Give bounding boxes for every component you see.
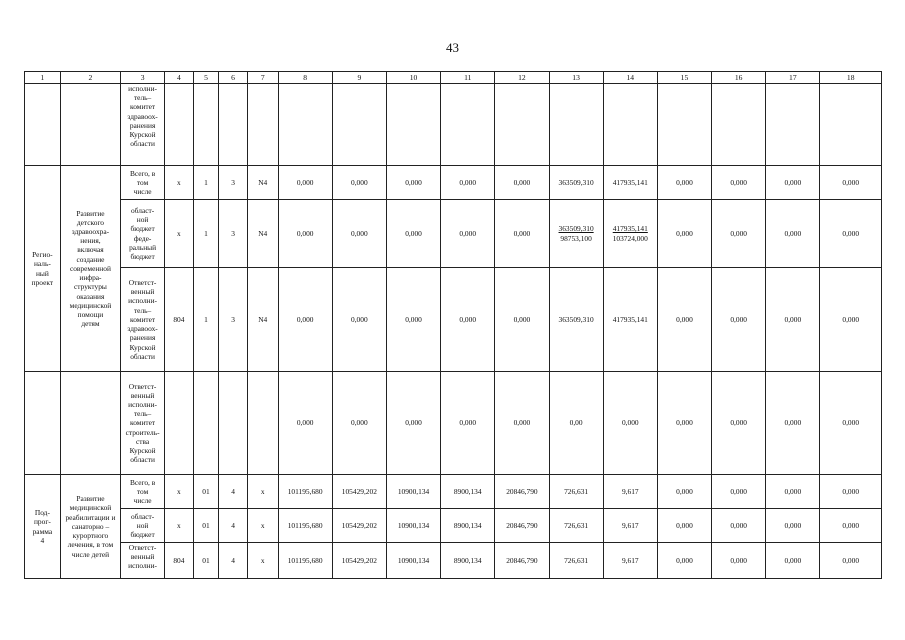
- value-cell: N4: [247, 200, 278, 268]
- funding-source-cell: Ответст- венный исполни- тель– комитет строитель- ства Курской области: [121, 372, 165, 475]
- section-type-cell: Под- прог- рамма 4: [25, 475, 61, 579]
- value-cell: 105429,202: [332, 509, 386, 543]
- value-cell: 0,00: [549, 372, 603, 475]
- value-cell: 101195,680: [278, 509, 332, 543]
- value-cell: 0,000: [495, 268, 549, 372]
- funding-source-cell: Ответст- венный исполни- тель– комитет здравоох- ранения Курской области: [121, 268, 165, 372]
- value-cell: 0,000: [278, 200, 332, 268]
- value-cell: [441, 84, 495, 166]
- value-cell: 0,000: [495, 166, 549, 200]
- section-name-cell: Развитие детского здравоохра- нения, включая создание современной инфра- структуры оказания медицинской помощи детям: [60, 166, 120, 372]
- value-cell: 363509,310: [549, 166, 603, 200]
- value-cell: 0,000: [657, 166, 711, 200]
- value-cell: 0,000: [820, 166, 882, 200]
- value-line: 417935,141: [612, 224, 648, 234]
- value-cell: 3: [219, 200, 248, 268]
- section-type-cell: [25, 84, 61, 166]
- value-cell: 0,000: [278, 268, 332, 372]
- value-cell: 0,000: [495, 200, 549, 268]
- header-cell: 4: [165, 72, 194, 84]
- value-cell: 0,000: [657, 543, 711, 579]
- value-cell: [193, 372, 219, 475]
- value-cell: [712, 84, 766, 166]
- value-cell: 20846,790: [495, 509, 549, 543]
- value-cell: 0,000: [766, 543, 820, 579]
- value-line: 103724,000: [612, 233, 648, 243]
- value-cell: 01: [193, 543, 219, 579]
- funding-source-cell: исполни- тель– комитет здравоох- ранения Курской области: [121, 84, 165, 166]
- value-cell: [219, 372, 248, 475]
- value-cell: 4: [219, 543, 248, 579]
- value-cell: 105429,202: [332, 475, 386, 509]
- value-cell: [193, 84, 219, 166]
- value-cell: x: [247, 509, 278, 543]
- value-cell: 0,000: [766, 509, 820, 543]
- value-cell: [820, 84, 882, 166]
- table-row: [25, 372, 882, 475]
- funding-source-cell: Всего, в том числе: [121, 166, 165, 200]
- header-cell: 12: [495, 72, 549, 84]
- value-cell: 0,000: [332, 268, 386, 372]
- value-cell: [247, 84, 278, 166]
- header-cell: 6: [219, 72, 248, 84]
- header-cell: 17: [766, 72, 820, 84]
- table-row: [25, 268, 882, 372]
- value-cell: 0,000: [332, 372, 386, 475]
- value-cell: [657, 84, 711, 166]
- value-cell: 8900,134: [441, 475, 495, 509]
- header-cell: 9: [332, 72, 386, 84]
- value-cell: 9,617: [603, 509, 657, 543]
- value-cell: 8900,134: [441, 543, 495, 579]
- value-cell: 0,000: [441, 166, 495, 200]
- value-cell: 0,000: [820, 475, 882, 509]
- value-cell: 417935,141: [603, 268, 657, 372]
- page-number: 43: [446, 40, 459, 55]
- value-cell: 0,000: [712, 200, 766, 268]
- header-cell: 5: [193, 72, 219, 84]
- table-row: [25, 166, 882, 200]
- value-cell: 1: [193, 166, 219, 200]
- value-cell: 20846,790: [495, 543, 549, 579]
- value-cell: [386, 84, 440, 166]
- value-cell: 10900,134: [386, 475, 440, 509]
- value-cell: 0,000: [712, 475, 766, 509]
- value-cell: 0,000: [820, 509, 882, 543]
- section-name-cell: Развитие медицинской реабилитации и санаторно – курортного лечения, в том числе детей: [60, 475, 120, 579]
- value-cell: 0,000: [820, 268, 882, 372]
- value-cell: [495, 84, 549, 166]
- value-cell: 0,000: [820, 372, 882, 475]
- value-cell: 101195,680: [278, 475, 332, 509]
- funding-source-cell: област- ной бюджет: [121, 509, 165, 543]
- value-cell: 0,000: [441, 200, 495, 268]
- value-cell: 804: [165, 543, 194, 579]
- value-cell: x: [247, 475, 278, 509]
- header-cell: 16: [712, 72, 766, 84]
- value-cell: 0,000: [712, 268, 766, 372]
- budget-table: [24, 71, 882, 579]
- value-cell: 8900,134: [441, 509, 495, 543]
- table-row: [25, 475, 882, 509]
- value-cell: 726,631: [549, 509, 603, 543]
- header-cell: 13: [549, 72, 603, 84]
- value-cell: [165, 372, 194, 475]
- value-cell: 01: [193, 475, 219, 509]
- table-row: [25, 84, 882, 166]
- value-cell: 0,000: [386, 200, 440, 268]
- value-line: 363509,310: [558, 224, 594, 234]
- value-cell: 01: [193, 509, 219, 543]
- value-cell: 101195,680: [278, 543, 332, 579]
- header-cell: 18: [820, 72, 882, 84]
- value-cell: 0,000: [712, 509, 766, 543]
- value-cell: 105429,202: [332, 543, 386, 579]
- value-cell: 9,617: [603, 543, 657, 579]
- value-cell: 0,000: [278, 166, 332, 200]
- value-cell: 0,000: [766, 200, 820, 268]
- value-cell: 9,617: [603, 475, 657, 509]
- header-cell: 7: [247, 72, 278, 84]
- value-cell: [603, 200, 657, 268]
- value-cell: 20846,790: [495, 475, 549, 509]
- value-cell: 0,000: [820, 200, 882, 268]
- value-cell: x: [165, 509, 194, 543]
- value-cell: 0,000: [712, 166, 766, 200]
- value-cell: 1: [193, 268, 219, 372]
- value-cell: 0,000: [332, 200, 386, 268]
- value-cell: 3: [219, 268, 248, 372]
- value-cell: 4: [219, 475, 248, 509]
- value-cell: 726,631: [549, 475, 603, 509]
- value-cell: 0,000: [657, 268, 711, 372]
- value-cell: 0,000: [332, 166, 386, 200]
- value-cell: 10900,134: [386, 543, 440, 579]
- value-cell: 0,000: [386, 372, 440, 475]
- section-type-cell: Регио- наль- ный проект: [25, 166, 61, 372]
- value-cell: 0,000: [657, 475, 711, 509]
- value-cell: [603, 84, 657, 166]
- header-cell: 3: [121, 72, 165, 84]
- value-cell: 0,000: [386, 166, 440, 200]
- section-name-cell: [60, 372, 120, 475]
- funding-source-cell: област- ной бюджет феде- ральный бюджет: [121, 200, 165, 268]
- header-cell: 11: [441, 72, 495, 84]
- value-cell: 0,000: [820, 543, 882, 579]
- value-cell: 0,000: [712, 372, 766, 475]
- value-cell: [332, 84, 386, 166]
- value-cell: 3: [219, 166, 248, 200]
- table-row: [25, 543, 882, 579]
- value-cell: 4: [219, 509, 248, 543]
- value-cell: 0,000: [603, 372, 657, 475]
- header-cell: 8: [278, 72, 332, 84]
- value-cell: 0,000: [657, 509, 711, 543]
- value-cell: 10900,134: [386, 509, 440, 543]
- value-cell: 0,000: [441, 268, 495, 372]
- value-cell: 1: [193, 200, 219, 268]
- value-cell: [549, 200, 603, 268]
- value-cell: [219, 84, 248, 166]
- value-cell: x: [165, 200, 194, 268]
- value-cell: 0,000: [386, 268, 440, 372]
- header-cell: 1: [25, 72, 61, 84]
- value-cell: 0,000: [766, 475, 820, 509]
- header-cell: 15: [657, 72, 711, 84]
- value-cell: N4: [247, 268, 278, 372]
- value-cell: 0,000: [766, 268, 820, 372]
- value-cell: N4: [247, 166, 278, 200]
- value-cell: 363509,310: [549, 268, 603, 372]
- value-cell: [165, 84, 194, 166]
- header-row: [25, 72, 882, 84]
- value-cell: 0,000: [657, 200, 711, 268]
- header-cell: 14: [603, 72, 657, 84]
- value-cell: 0,000: [441, 372, 495, 475]
- value-cell: [549, 84, 603, 166]
- value-cell: 0,000: [657, 372, 711, 475]
- value-cell: x: [165, 475, 194, 509]
- funding-source-cell: Всего, в том числе: [121, 475, 165, 509]
- section-name-cell: [60, 84, 120, 166]
- value-line: 98753,100: [560, 233, 592, 243]
- value-cell: 804: [165, 268, 194, 372]
- header-cell: 10: [386, 72, 440, 84]
- value-cell: [247, 372, 278, 475]
- value-cell: 0,000: [766, 372, 820, 475]
- value-cell: 0,000: [766, 166, 820, 200]
- value-cell: 726,631: [549, 543, 603, 579]
- section-type-cell: [25, 372, 61, 475]
- table-row: [25, 509, 882, 543]
- value-cell: 0,000: [712, 543, 766, 579]
- value-cell: 0,000: [278, 372, 332, 475]
- table-row: [25, 200, 882, 268]
- header-cell: 2: [60, 72, 120, 84]
- funding-source-cell: Ответст- венный исполни-: [121, 543, 165, 579]
- value-cell: x: [165, 166, 194, 200]
- value-cell: x: [247, 543, 278, 579]
- value-cell: 0,000: [495, 372, 549, 475]
- value-cell: 417935,141: [603, 166, 657, 200]
- value-cell: [766, 84, 820, 166]
- value-cell: [278, 84, 332, 166]
